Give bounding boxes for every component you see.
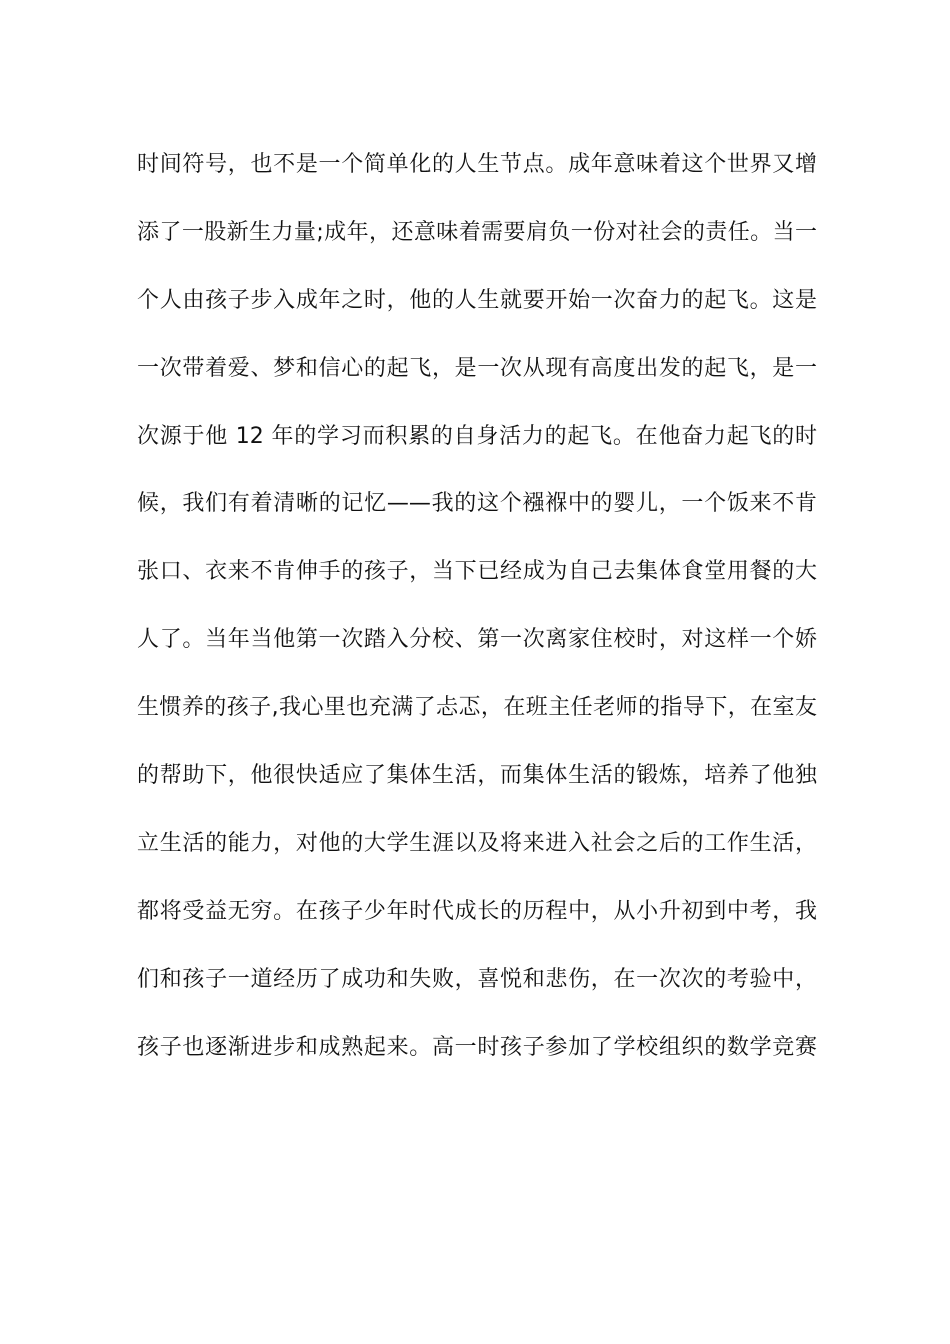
text-line: 添了一股新生力量;成年，还意味着需要肩负一份对社会的责任。当一: [137, 219, 817, 245]
text-line: 人了。当年当他第一次踏入分校、第一次离家住校时，对这样一个娇: [137, 627, 817, 653]
text-line: 个人由孩子步入成年之时，他的人生就要开始一次奋力的起飞。这是: [137, 287, 817, 313]
text-line: 孩子也逐渐进步和成熟起来。高一时孩子参加了学校组织的数学竞赛: [137, 1034, 817, 1060]
text-line: 时间符号，也不是一个简单化的人生节点。成年意味着这个世界又增: [137, 152, 817, 177]
text-line: 立生活的能力，对他的大学生涯以及将来进入社会之后的工作生活，: [137, 830, 817, 856]
text-line: 的帮助下，他很快适应了集体生活，而集体生活的锻炼，培养了他独: [137, 763, 817, 789]
text-line: 们和孩子一道经历了成功和失败，喜悦和悲伤，在一次次的考验中，: [137, 966, 817, 992]
text-line: 都将受益无穷。在孩子少年时代成长的历程中，从小升初到中考，我: [137, 898, 817, 924]
body-paragraph: [137, 139, 817, 1089]
text-line: 生惯养的孩子,我心里也充满了忐忑，在班主任老师的指导下，在室友: [137, 695, 817, 721]
text-line: 一次带着爱、梦和信心的起飞，是一次从现有高度出发的起飞，是一: [137, 355, 817, 381]
text-line: 候，我们有着清晰的记忆——我的这个襁褓中的婴儿，一个饭来不肯: [137, 491, 817, 517]
text-line: 次源于他 12 年的学习而积累的自身活力的起飞。在他奋力起飞的时: [137, 423, 817, 449]
text-line: 张口、衣来不肯伸手的孩子，当下已经成为自己去集体食堂用餐的大: [137, 559, 817, 585]
